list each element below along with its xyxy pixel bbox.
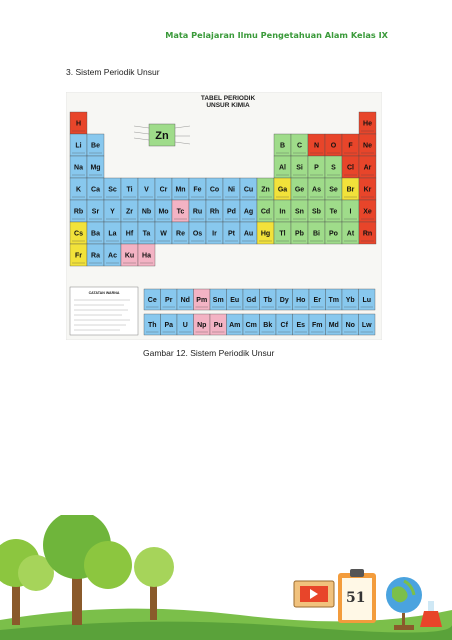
- element-symbol: Fe: [193, 186, 202, 194]
- element-symbol: I: [349, 208, 352, 216]
- element-symbol: Ce: [147, 297, 157, 305]
- element-symbol: Kr: [363, 186, 372, 194]
- element-symbol: Hg: [260, 230, 271, 238]
- element-symbol: Nb: [141, 208, 152, 216]
- element-symbol: Fm: [312, 322, 323, 330]
- element-symbol: P: [314, 164, 319, 172]
- element-symbol: Lu: [362, 297, 372, 305]
- element-symbol: Os: [192, 230, 203, 238]
- flask-icon: [420, 601, 442, 627]
- element-symbol: Yb: [345, 297, 355, 305]
- element-symbol: Br: [346, 186, 355, 194]
- section-heading: 3. Sistem Periodik Unsur: [66, 67, 160, 77]
- element-symbol: Te: [329, 208, 338, 216]
- element-symbol: Sc: [108, 186, 117, 194]
- element-symbol: Ho: [296, 297, 306, 305]
- laptop-icon: [294, 581, 334, 607]
- element-symbol: Cl: [347, 164, 354, 172]
- figure-title-line2: UNSUR KIMIA: [206, 102, 250, 109]
- key-element-symbol: Zn: [155, 130, 169, 142]
- element-symbol: Gd: [246, 297, 257, 305]
- element-symbol: Pa: [164, 322, 174, 330]
- element-symbol: Ta: [142, 230, 151, 238]
- footer-illustration: [0, 515, 452, 640]
- element-symbol: N: [313, 142, 320, 150]
- element-symbol: Sb: [312, 208, 321, 216]
- element-symbol: Tl: [279, 230, 286, 238]
- element-symbol: Re: [176, 230, 185, 238]
- element-symbol: Zr: [126, 208, 133, 216]
- element-symbol: V: [144, 186, 149, 194]
- element-symbol: H: [75, 120, 82, 128]
- element-symbol: Na: [74, 164, 83, 172]
- element-symbol: Tc: [176, 208, 185, 216]
- element-symbol: Cu: [243, 186, 254, 194]
- element-symbol: F: [348, 142, 353, 150]
- element-symbol: Ag: [243, 208, 254, 216]
- element-symbol: No: [345, 322, 355, 330]
- element-symbol: C: [296, 142, 303, 150]
- element-symbol: Np: [197, 322, 207, 330]
- element-symbol: Pm: [196, 297, 208, 305]
- element-symbol: Ha: [142, 252, 151, 260]
- element-symbol: He: [363, 120, 372, 128]
- element-symbol: Sn: [295, 208, 304, 216]
- element-symbol: B: [279, 142, 286, 150]
- element-symbol: Xe: [363, 208, 372, 216]
- element-symbol: K: [75, 186, 82, 194]
- element-symbol: Eu: [230, 297, 240, 305]
- element-symbol: Es: [296, 322, 306, 330]
- page-header-title: Mata Pelajaran Ilmu Pengetahuan Alam Kelas IX: [165, 30, 388, 40]
- element-symbol: Se: [329, 186, 338, 194]
- element-symbol: Rn: [362, 230, 373, 238]
- element-symbol: Ra: [91, 252, 100, 260]
- element-symbol: Y: [110, 208, 115, 216]
- tree-illustration: [0, 515, 174, 625]
- element-symbol: Tm: [328, 297, 339, 305]
- element-symbol: Cf: [280, 322, 288, 330]
- element-symbol: Rh: [209, 208, 220, 216]
- element-symbol: Mn: [175, 186, 186, 194]
- element-symbol: At: [346, 230, 355, 238]
- element-symbol: Ga: [277, 186, 288, 194]
- element-symbol: Ge: [294, 186, 305, 194]
- element-symbol: Ac: [108, 252, 117, 260]
- element-symbol: Ne: [363, 142, 372, 150]
- element-symbol: Cr: [159, 186, 168, 194]
- element-symbol: Ba: [91, 230, 100, 238]
- element-symbol: Mg: [90, 164, 101, 172]
- element-symbol: Dy: [279, 297, 289, 305]
- element-symbol: Al: [279, 164, 286, 172]
- element-symbol: La: [108, 230, 117, 238]
- element-symbol: Pd: [227, 208, 236, 216]
- element-symbol: Mo: [158, 208, 169, 216]
- element-symbol: Pt: [228, 230, 235, 238]
- element-symbol: Pu: [213, 322, 223, 330]
- color-notes-heading: CATATAN WARNA: [88, 291, 120, 295]
- element-symbol: O: [330, 142, 337, 150]
- figure-title-line1: TABEL PERIODIK: [200, 95, 256, 102]
- element-symbol: Sm: [212, 297, 224, 305]
- element-symbol: Be: [91, 142, 100, 150]
- element-symbol: Ku: [124, 252, 135, 260]
- element-symbol: Sr: [91, 208, 100, 216]
- element-symbol: Ar: [363, 164, 372, 172]
- element-symbol: Cs: [74, 230, 83, 238]
- element-symbol: Au: [243, 230, 254, 238]
- element-symbol: Po: [329, 230, 338, 238]
- element-symbol: Hf: [125, 230, 134, 238]
- element-symbol: Nd: [180, 297, 190, 305]
- element-symbol: Li: [75, 142, 82, 150]
- element-symbol: Bi: [313, 230, 320, 238]
- element-symbol: Si: [296, 164, 303, 172]
- element-symbol: Md: [328, 322, 339, 330]
- page-number: 51: [346, 590, 366, 606]
- element-symbol: Ru: [192, 208, 203, 216]
- element-symbol: W: [160, 230, 167, 238]
- element-symbol: Lw: [361, 322, 372, 330]
- element-symbol: Rb: [73, 208, 84, 216]
- element-symbol: Zn: [261, 186, 270, 194]
- element-symbol: Pb: [295, 230, 304, 238]
- element-symbol: Ni: [228, 186, 235, 194]
- periodic-table-figure: [66, 92, 382, 340]
- element-symbol: Ti: [126, 186, 133, 194]
- figure-caption: Gambar 12. Sistem Periodik Unsur: [143, 348, 275, 358]
- element-symbol: Fr: [75, 252, 82, 260]
- element-symbol: Th: [147, 322, 157, 330]
- element-symbol: Co: [209, 186, 220, 194]
- element-symbol: Bk: [263, 322, 273, 330]
- element-symbol: Am: [229, 322, 241, 330]
- element-symbol: U: [182, 322, 188, 330]
- element-symbol: Cd: [260, 208, 271, 216]
- element-symbol: In: [279, 208, 286, 216]
- element-symbol: Ca: [91, 186, 100, 194]
- element-symbol: Tb: [263, 297, 273, 305]
- element-symbol: As: [312, 186, 321, 194]
- element-symbol: S: [331, 164, 336, 172]
- element-symbol: Er: [313, 297, 321, 305]
- element-symbol: Ir: [212, 230, 217, 238]
- element-symbol: Cm: [245, 322, 257, 330]
- element-symbol: Pr: [165, 297, 173, 305]
